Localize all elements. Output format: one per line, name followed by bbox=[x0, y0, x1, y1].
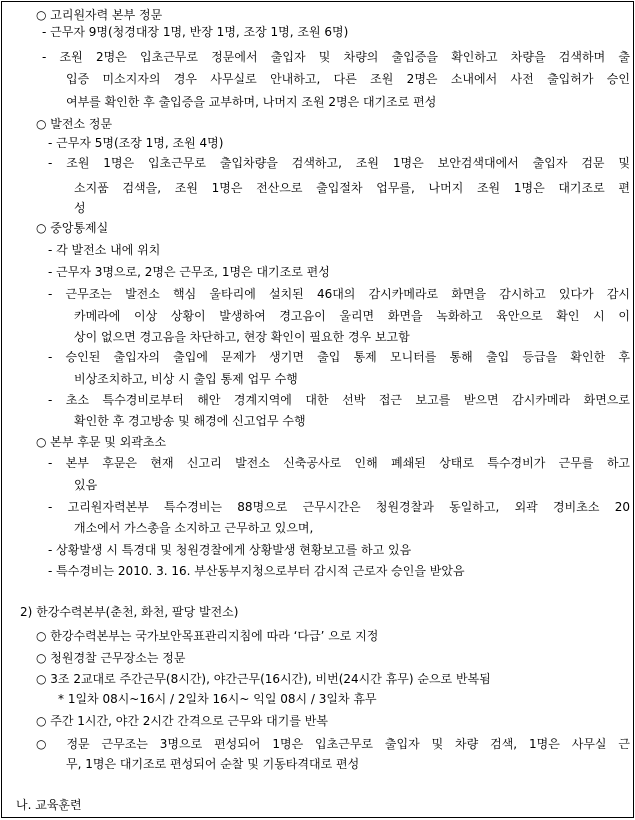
bullet-item: ○ 3조 2교대로 주간근무(8시간), 야간근무(16시간), 비번(24시간 휴무) 순으로 반복됨 bbox=[36, 672, 491, 686]
list-item-continuation: 소지품 검색을, 조원 1명은 전산으로 출입절차 업무를, 나머지 조원 1명은 대기조로 편 bbox=[74, 181, 630, 195]
list-item: - 근무조는 발전소 핵심 울타리에 설치된 46대의 감시카메라로 화면을 감시하고 있다가 감시 bbox=[48, 287, 630, 301]
note-item: * 1일차 08시~16시 / 2일차 16시~ 익일 08시 / 3일차 휴무 bbox=[58, 692, 377, 706]
bullet-heading-plant-main-gate: ○ 발전소 정문 bbox=[36, 117, 113, 131]
document-page bbox=[1, 1, 634, 818]
list-item-continuation: 카메라에 이상 상황이 발생하여 경고음이 울리면 화면을 녹화하고 육안으로 확인 시 이 bbox=[74, 309, 630, 323]
list-item-continuation: 개소에서 가스총을 소지하고 근무하고 있으며, bbox=[74, 521, 314, 535]
list-item: - 고리원자력본부 특수경비는 88명으로 근무시간은 청원경찰과 동일하고, 외곽 경비초소 20 bbox=[48, 500, 630, 514]
bullet-item: ○ 한강수력본부는 국가보안목표관리지침에 따라 ‘다급’ 으로 지정 bbox=[36, 629, 379, 643]
list-item: - 각 발전소 내에 위치 bbox=[48, 243, 161, 257]
list-item: - 승인된 출입자의 출입에 문제가 생기면 출입 통제 모니터를 통해 출입 등급을 확인한 후 bbox=[48, 350, 630, 364]
bullet-item: ○ 정문 근무조는 3명으로 편성되어 1명은 입초근무로 출입자 및 차량 검색, 1명은 사무실 근 bbox=[36, 737, 630, 751]
bullet-item: ○ 청원경찰 근무장소는 정문 bbox=[36, 651, 186, 665]
list-item: - 근무자 3명으로, 2명은 근무조, 1명은 대기조로 편성 bbox=[48, 265, 330, 279]
list-item-continuation: 확인한 후 경고방송 및 해경에 신고업무 수행 bbox=[74, 414, 306, 428]
bullet-item-continuation: 무, 1명은 대기조로 편성되어 순찰 및 기동타격대로 편성 bbox=[66, 757, 360, 771]
list-item: - 초소 특수경비로부터 해안 경계지역에 대한 선박 접근 보고를 받으면 감시카메라 화면으로 bbox=[48, 393, 630, 407]
list-item-continuation: 비상조치하고, 비상 시 출입 통제 업무 수행 bbox=[74, 372, 298, 386]
list-item-continuation: 있음 bbox=[74, 478, 98, 492]
bullet-heading-rear-gate-outposts: ○ 본부 후문 및 외곽초소 bbox=[36, 435, 167, 449]
list-item-continuation: 성 bbox=[74, 201, 86, 215]
list-item: - 본부 후문은 현재 신고리 발전소 신축공사로 인해 폐쇄된 상태로 특수경비가 근무를 하고 bbox=[48, 456, 630, 470]
list-item-continuation: 여부를 확인한 후 출입증을 교부하며, 나머지 조원 2명은 대기조로 편성 bbox=[66, 95, 437, 109]
list-item: - 특수경비는 2010. 3. 16. 부산동부지청으로부터 감시적 근로자 승인을 받았음 bbox=[48, 564, 465, 578]
bullet-heading-central-control-room: ○ 중앙통제실 bbox=[36, 221, 109, 235]
list-item: - 상황발생 시 특경대 및 청원경찰에게 상황발생 현황보고를 하고 있음 bbox=[48, 543, 412, 557]
bullet-item: ○ 주간 1시간, 야간 2시간 간격으로 근무와 대기를 반복 bbox=[36, 714, 328, 728]
bullet-heading-gori-main-gate: ○ 고리원자력 본부 정문 bbox=[36, 8, 163, 22]
list-item-continuation: 입증 미소지자의 경우 사무실로 안내하고, 다른 조원 2명은 소내에서 사전 출입허가 승인 bbox=[66, 72, 630, 86]
list-item: - 조원 1명은 입초근무로 출입차량을 검색하고, 조원 1명은 보안검색대에서 출입자 검문 및 bbox=[48, 156, 630, 170]
section-heading-education-training: 나. 교육훈련 bbox=[16, 798, 82, 812]
list-item: - 근무자 9명(청경대장 1명, 반장 1명, 조장 1명, 조원 6명) bbox=[42, 25, 349, 39]
section-heading-hangang: 2) 한강수력본부(춘천, 화천, 팔당 발전소) bbox=[20, 605, 239, 619]
list-item: - 근무자 5명(조장 1명, 조원 4명) bbox=[48, 136, 224, 150]
list-item: - 조원 2명은 입초근무로 정문에서 출입자 및 차량의 출입증을 확인하고 차량을 검색하며 출 bbox=[42, 50, 630, 64]
list-item-continuation: 상이 없으면 경고음을 차단하고, 현장 확인이 필요한 경우 보고함 bbox=[74, 330, 410, 344]
